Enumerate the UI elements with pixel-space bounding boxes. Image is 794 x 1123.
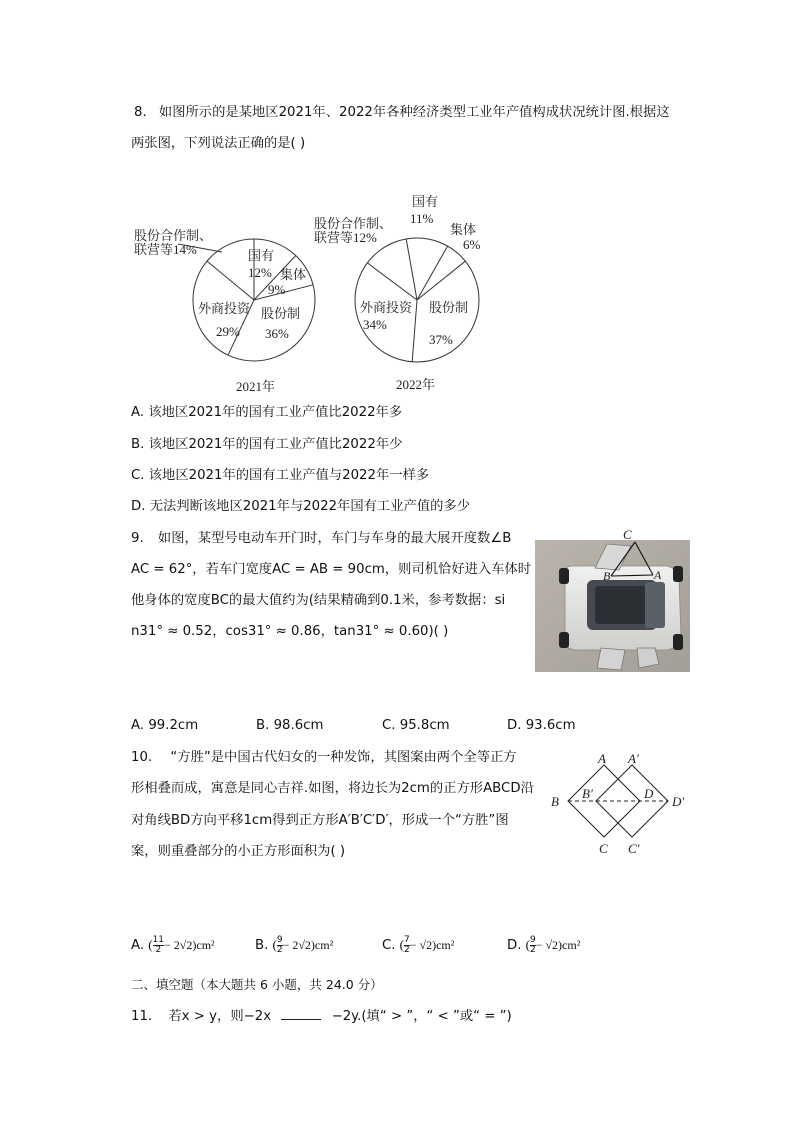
pie-2022-gf-pct: 37%: [429, 332, 453, 347]
pie-2021-jt-pct: 9%: [268, 282, 286, 297]
pie-2022-slice-edge-4: [412, 300, 417, 362]
fig-label-c: C: [599, 841, 608, 856]
q11-answer-blank[interactable]: [281, 1007, 321, 1020]
q9-option-c: C. 95.8cm: [382, 718, 450, 733]
q10-option-d: D. ( $\frac{9}{2}$ − √2)cm²: [507, 935, 581, 955]
photo-label-a: A: [654, 568, 662, 582]
q10-line1: [131, 749, 517, 767]
pie-2022: [314, 194, 481, 392]
q9-line1: [131, 530, 511, 548]
pie-2022-hz-name1: 股份合作制、: [314, 216, 393, 231]
pie-2021-gy-pct: 12%: [248, 265, 272, 280]
pie-2021-gf-pct: 36%: [265, 326, 289, 341]
q9-option-d: D. 93.6cm: [507, 718, 576, 733]
section-2-heading: 二、填空题（本大题共 6 小题，共 24.0 分）: [131, 977, 383, 992]
q10-option-a: A. ( $\frac{11}{2}$ − 2√2)cm²: [131, 935, 215, 955]
pie-2022-slice-edge-2: [417, 246, 448, 300]
fangsheng-figure: [548, 750, 698, 868]
pie-2022-ws-pct: 34%: [363, 317, 387, 332]
q11-text-a: 若x > y，则−2x: [168, 1009, 272, 1024]
q10-option-b: B. ( $\frac{9}{2}$ − 2√2)cm²: [255, 935, 334, 955]
pie-2022-gf-name: 股份制: [429, 300, 469, 315]
photo-label-b: B: [603, 569, 611, 583]
fig-label-d2: D′: [672, 794, 685, 809]
pie-2022-slice-edge-5: [367, 263, 417, 300]
q11-number: 11.: [131, 1009, 153, 1024]
pie-2021-slice-edge-5: [207, 261, 254, 300]
q8-option-d: D. 无法判断该地区2021年与2022年国有工业产值的多少: [131, 499, 471, 514]
q10-options: [131, 936, 731, 966]
pie-2022-slice-edge-3: [417, 261, 465, 300]
q9-number: 9.: [131, 531, 144, 546]
pie-2022-gy-name: 国有: [412, 194, 439, 209]
fig-label-b: B: [551, 794, 559, 809]
q8-number: 8.: [134, 105, 147, 120]
fig-label-d: D: [644, 786, 654, 801]
pie-2022-jt-pct: 6%: [463, 237, 481, 252]
pie-2022-title: 2022年: [396, 377, 436, 392]
fig-label-c2: C′: [628, 841, 640, 856]
q8-line1: [134, 104, 670, 122]
pie-charts: [120, 188, 480, 400]
q8-option-c: C. 该地区2021年的国有工业产值与2022年一样多: [131, 468, 430, 483]
q8-option-a: A. 该地区2021年的国有工业产值比2022年多: [131, 405, 403, 420]
fig-label-a2: A′: [628, 751, 639, 766]
pie-2021-ws-name: 外商投资: [198, 301, 251, 316]
pie-2021-hz-name1: 股份合作制、: [134, 228, 213, 243]
pie-2021: [134, 228, 315, 394]
q9-stem-1: 如图，某型号电动车开门时，车门与车身的最大展开度数∠B: [157, 531, 512, 546]
q9-option-a: A. 99.2cm: [131, 718, 199, 733]
q11-text-b: −2y.(填“ > ”，“ < ”或“ = ”): [331, 1009, 512, 1024]
pie-2022-hz-name2: 联营等12%: [314, 230, 377, 245]
q8-stem-2: 两张图，下列说法正确的是( ): [131, 136, 306, 151]
pie-2021-jt-name: 集体: [280, 267, 307, 282]
pie-2021-ws-pct: 29%: [216, 324, 240, 339]
fig-label-b2: B′: [582, 786, 593, 801]
car-door-photo: [535, 527, 690, 672]
q11-line: [131, 1007, 512, 1026]
q10-stem-4: 案，则重叠部分的小正方形面积为( ): [131, 844, 346, 859]
fig-label-a: A: [598, 751, 606, 766]
q9-stem-4: n31° ≈ 0.52，cos31° ≈ 0.86，tan31° ≈ 0.60)( ): [131, 624, 449, 639]
q10-stem-1: “方胜”是中国古代妇女的一种发饰，其图案由两个全等正方: [170, 750, 517, 765]
q10-stem-2: 形相叠而成，寓意是同心吉祥.如图，将边长为2cm的正方形ABCD沿: [131, 781, 534, 796]
q10-number: 10.: [131, 750, 153, 765]
pie-2021-gy-name: 国有: [248, 248, 275, 263]
pie-2021-hz-name2: 联营等14%: [134, 242, 197, 257]
q9-stem-2: AC = 62°，若车门宽度AC = AB = 90cm，则司机恰好进入车体时: [131, 562, 532, 577]
pie-2021-gf-name: 股份制: [261, 306, 301, 321]
q10-stem-3: 对角线BD方向平移1cm得到正方形A′B′C′D′，形成一个“方胜”图: [131, 813, 509, 828]
pie-2021-title: 2021年: [236, 379, 276, 394]
photo-label-c: C: [623, 527, 632, 542]
pie-2022-ws-name: 外商投资: [360, 300, 413, 315]
q8-option-b: B. 该地区2021年的国有工业产值比2022年少: [131, 437, 403, 452]
q9-stem-3: 他身体的宽度BC的最大值约为(结果精确到0.1米，参考数据：si: [131, 593, 506, 608]
q8-stem-1: 如图所示的是某地区2021年、2022年各种经济类型工业年产值构成状况统计图.根据这: [158, 105, 670, 120]
pie-2022-jt-name: 集体: [450, 222, 477, 237]
q9-option-b: B. 98.6cm: [256, 718, 324, 733]
q10-option-c: C. ( $\frac{7}{2}$ − √2)cm²: [382, 935, 455, 955]
pie-2022-slice-edge-1: [406, 239, 417, 300]
pie-2022-gy-pct: 11%: [410, 211, 434, 226]
